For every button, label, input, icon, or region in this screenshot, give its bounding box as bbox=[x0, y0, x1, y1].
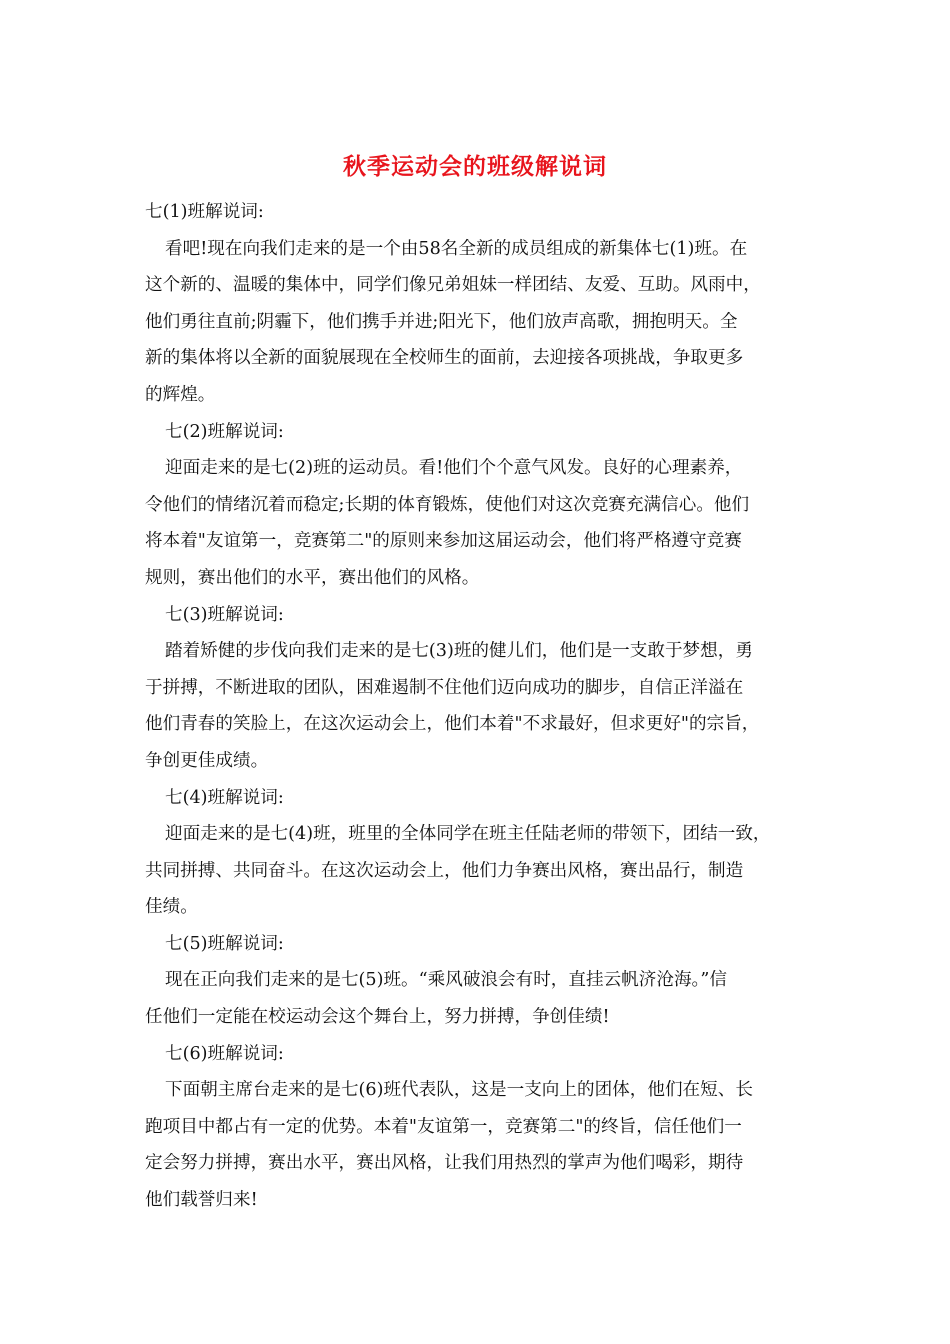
section-heading: 七(2)班解说词: bbox=[165, 421, 284, 442]
text-line: 争创更佳成绩。 bbox=[145, 750, 269, 771]
section-heading: 七(6)班解说词: bbox=[165, 1043, 284, 1064]
text-line: 下面朝主席台走来的是七(6)班代表队，这是一支向上的团体，他们在短、长 bbox=[165, 1080, 753, 1101]
text-line: 看吧!现在向我们走来的是一个由58名全新的成员组成的新集体七(1)班。在 bbox=[165, 238, 748, 259]
text-line: 佳绩。 bbox=[145, 897, 198, 918]
text-line: 共同拼搏、共同奋斗。在这次运动会上，他们力争赛出风格，赛出品行，制造 bbox=[145, 860, 744, 881]
text-line: 令他们的情绪沉着而稳定;长期的体育锻炼，使他们对这次竞赛充满信心。他们 bbox=[145, 494, 750, 515]
section-heading: 七(3)班解说词: bbox=[165, 604, 284, 625]
section-heading: 七(5)班解说词: bbox=[165, 933, 284, 954]
text-line: 踏着矫健的步伐向我们走来的是七(3)班的健儿们，他们是一支敢于梦想，勇 bbox=[165, 641, 753, 662]
text-line: 现在正向我们走来的是七(5)班。“乘风破浪会有时，直挂云帆济沧海。”信 bbox=[165, 970, 727, 991]
section-heading: 七(4)班解说词: bbox=[165, 787, 284, 808]
text-line: 这个新的、温暖的集体中，同学们像兄弟姐妹一样团结、友爱、互助。风雨中， bbox=[145, 275, 761, 296]
text-line: 新的集体将以全新的面貌展现在全校师生的面前，去迎接各项挑战，争取更多 bbox=[145, 348, 744, 369]
text-line: 将本着"友谊第一，竞赛第二"的原则来参加这届运动会，他们将严格遵守竞赛 bbox=[145, 531, 742, 552]
text-line: 七(1)班解说词: bbox=[145, 202, 264, 222]
text-line: 他们勇往直前;阴霾下，他们携手并进;阳光下，他们放声高歌，拥抱明天。全 bbox=[145, 311, 738, 332]
text-line: 他们载誉归来! bbox=[145, 1190, 258, 1211]
text-line: 迎面走来的是七(4)班，班里的全体同学在班主任陆老师的带领下，团结一致， bbox=[165, 824, 771, 845]
text-line: 定会努力拼搏，赛出水平，赛出风格，让我们用热烈的掌声为他们喝彩，期待 bbox=[145, 1153, 744, 1174]
document-title: 秋季运动会的班级解说词 bbox=[343, 154, 607, 180]
text-line: 跑项目中都占有一定的优势。本着"友谊第一，竞赛第二"的终旨，信任他们一 bbox=[145, 1116, 742, 1137]
document-body bbox=[145, 194, 827, 1219]
text-line: 规则，赛出他们的水平，赛出他们的风格。 bbox=[145, 567, 480, 588]
text-line: 于拼搏，不断进取的团队，困难遏制不住他们迈向成功的脚步，自信正洋溢在 bbox=[145, 677, 744, 698]
text-line: 任他们一定能在校运动会这个舞台上，努力拼搏，争创佳绩! bbox=[145, 1007, 610, 1028]
text-line: 他们青春的笑脸上，在这次运动会上，他们本着"不求最好，但求更好"的宗旨， bbox=[145, 714, 760, 735]
text-line: 的辉煌。 bbox=[145, 384, 216, 405]
text-line: 迎面走来的是七(2)班的运动员。看!他们个个意气风发。良好的心理素养， bbox=[165, 458, 743, 479]
